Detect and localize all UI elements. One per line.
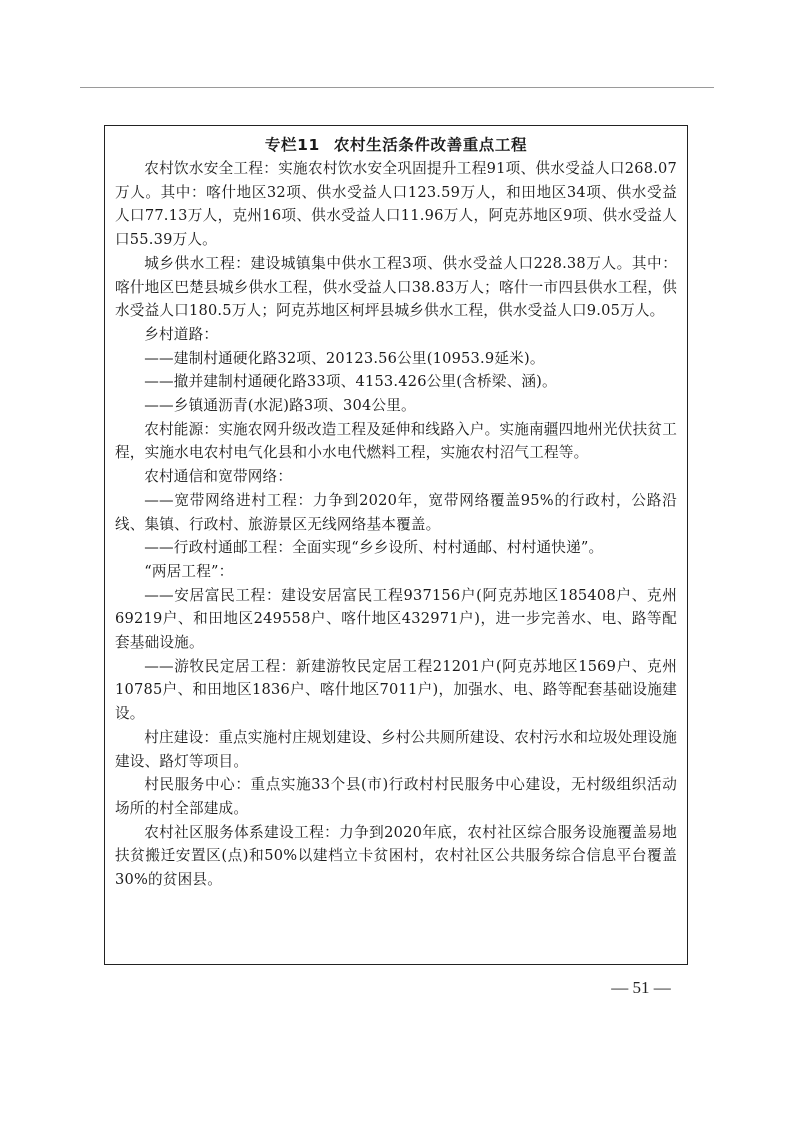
paragraph-water-safety: 农村饮水安全工程：实施农村饮水安全巩固提升工程91项、供水受益人口268.07万人。其中：喀什地区32项、供水受益人口123.59万人，和田地区34项、供水受益人口77.13万人，克州16项、供水受益人口11.96万人，阿克苏地区9项、供水受益人口55.39万人。 xyxy=(115,160,677,249)
paragraph-roads-item-2: ——撤并建制村通硬化路33项、4153.426公里(含桥梁、涵)。 xyxy=(144,373,557,391)
paragraph-energy: 农村能源：实施农网升级改造工程及延伸和线路入户。实施南疆四地州光伏扶贫工程，实施水电农村电气化县和小水电代燃料工程，实施农村沼气工程等。 xyxy=(115,420,677,462)
header-rule xyxy=(80,87,714,88)
paragraph-housing-item-1: ——安居富民工程：建设安居富民工程937156户(阿克苏地区185408户、克州69219户、和田地区249558户、喀什地区432971户)，进一步完善水、电、路等配套基础设施。 xyxy=(115,586,677,652)
paragraph-community-service: 农村社区服务体系建设工程：力争到2020年底，农村社区综合服务设施覆盖易地扶贫搬迁安置区(点)和50%以建档立卡贫困村，农村社区公共服务综合信息平台覆盖30%的贫困县。 xyxy=(115,823,677,889)
paragraph-roads-item-3: ——乡镇通沥青(水泥)路3项、304公里。 xyxy=(144,397,416,415)
paragraph-water-supply: 城乡供水工程：建设城镇集中供水工程3项、供水受益人口228.38万人。其中：喀什地区巴楚县城乡供水工程，供水受益人口38.83万人；喀什一市四县供水工程，供水受益人口180.5万人；阿克苏地区柯坪县城乡供水工程，供水受益人口9.05万人。 xyxy=(115,254,677,320)
feature-box xyxy=(104,125,688,965)
paragraph-service-center: 村民服务中心：重点实施33个县(市)行政村村民服务中心建设，无村级组织活动场所的村全部建成。 xyxy=(115,776,677,817)
paragraph-housing-heading: “两居工程”： xyxy=(144,562,234,580)
paragraph-telecom-item-1: ——宽带网络进村工程：力争到2020年，宽带网络覆盖95%的行政村，公路沿线、集镇、行政村、旅游景区无线网络基本覆盖。 xyxy=(115,491,677,533)
paragraph-telecom-item-2: ——行政村通邮工程：全面实现“乡乡设所、村村通邮、村村通快递”。 xyxy=(144,539,604,557)
box-title-prefix: 专栏11 xyxy=(264,136,320,154)
paragraph-village-construction: 村庄建设：重点实施村庄规划建设、乡村公共厕所建设、农村污水和垃圾处理设施建设、路灯等项目。 xyxy=(115,728,677,770)
page-number: — 51 — xyxy=(611,978,671,997)
paragraph-housing-item-2: ——游牧民定居工程：新建游牧民定居工程21201户(阿克苏地区1569户、克州10785户、和田地区1836户、喀什地区7011户)，加强水、电、路等配套基础设施建设。 xyxy=(115,657,677,723)
paragraph-telecom-heading: 农村通信和宽带网络： xyxy=(144,468,293,486)
paragraph-roads-heading: 乡村道路： xyxy=(144,325,219,343)
box-title xyxy=(115,134,677,156)
paragraph-roads-item-1: ——建制村通硬化路32项、20123.56公里(10953.9延米)。 xyxy=(144,349,545,367)
box-title-text: 农村生活条件改善重点工程 xyxy=(333,136,528,154)
